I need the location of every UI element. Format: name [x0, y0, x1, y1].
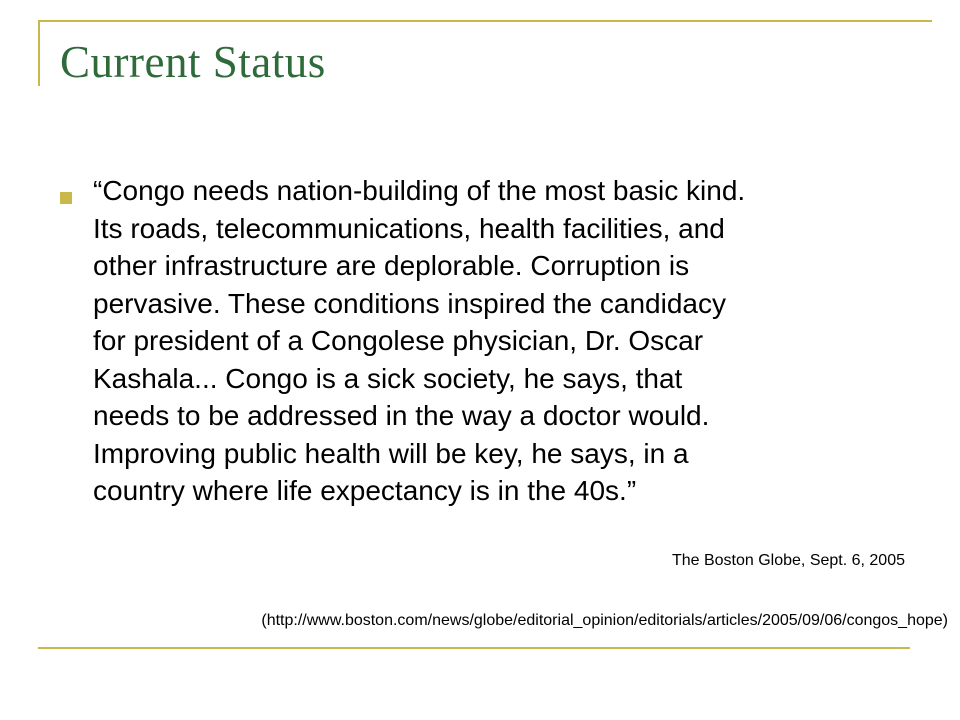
square-bullet-icon: [60, 192, 72, 204]
quote-attribution: The Boston Globe, Sept. 6, 2005: [671, 552, 905, 569]
left-divider: [38, 20, 40, 86]
top-divider: [38, 20, 932, 22]
source-url: (http://www.boston.com/news/globe/editorial_opinion/editorials/articles/2005/09/06/congos_hope): [261, 612, 948, 629]
bottom-divider: [38, 647, 910, 649]
quote-text: “Congo needs nation-building of the most basic kind. Its roads, telecommunications, health facilities, and other infrastructure are deplorable. Corruption is pervasive. These conditions inspired the candidacy for president of a Congolese physician, Dr. Oscar Kashala... Congo is a sick society, he says, that needs to be addressed in the way a doctor would. Improving public health will be key, he says, in a country where life expectancy is in the 40s.”: [93, 175, 746, 506]
slide-title: Current Status: [60, 37, 326, 87]
